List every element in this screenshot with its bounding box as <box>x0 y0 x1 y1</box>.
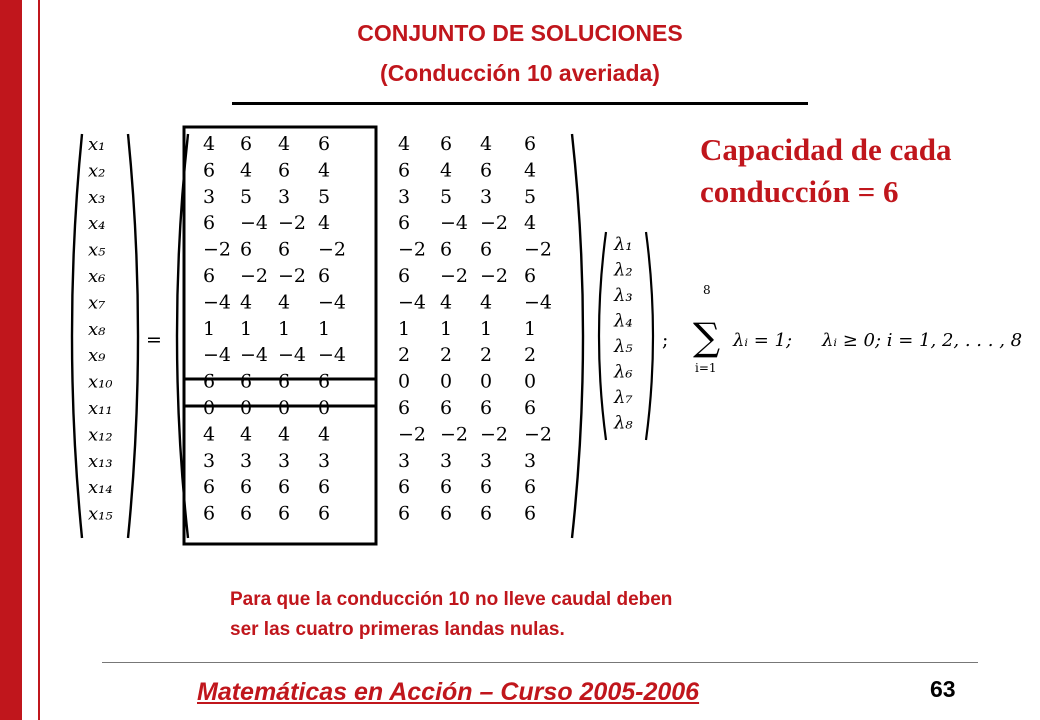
matrix-cell: 4 <box>398 133 411 155</box>
matrix-cell: 3 <box>398 185 411 208</box>
matrix-cell: 4 <box>240 423 253 446</box>
matrix-cell: −4 <box>278 344 307 367</box>
note-line1: Para que la conducción 10 no lleve caudal deben <box>230 589 673 610</box>
x-variable: x₁₁ <box>88 398 113 419</box>
sum-upper-limit: 8 <box>703 283 711 297</box>
capacity-text-line1: Capacidad de cada <box>700 132 952 167</box>
matrix-cell: 4 <box>318 212 331 235</box>
matrix-cell: −4 <box>203 291 232 314</box>
sum-body: λᵢ = 1; <box>733 330 793 351</box>
matrix-cell: 4 <box>278 133 291 155</box>
matrix-cell: 4 <box>524 159 537 182</box>
footer-divider <box>102 662 978 663</box>
matrix-cell: −4 <box>318 291 347 314</box>
note-line2: ser las cuatro primeras landas nulas. <box>230 619 565 640</box>
matrix-cell: 1 <box>203 317 216 340</box>
matrix-cell: 1 <box>278 317 291 340</box>
matrix-cell: −4 <box>398 291 427 314</box>
matrix-right-paren <box>572 134 583 538</box>
matrix-cell: 5 <box>240 185 253 208</box>
matrix-cell: −2 <box>524 423 553 446</box>
matrix-cell: −2 <box>480 212 509 235</box>
matrix-cell: 6 <box>240 133 253 155</box>
matrix-cell: 4 <box>278 423 291 446</box>
x-variable: x₈ <box>88 318 106 340</box>
matrix-cell: 2 <box>524 344 537 367</box>
matrix-cell: 2 <box>480 344 493 367</box>
matrix-cell: 1 <box>240 317 253 340</box>
lambda-variable: λ₃ <box>614 285 633 306</box>
matrix-cell: 1 <box>318 317 331 340</box>
matrix-cell: 6 <box>440 238 453 261</box>
matrix-cell: −2 <box>440 423 469 446</box>
sum-symbol: ∑ <box>693 315 721 359</box>
matrix-cell: 1 <box>440 317 453 340</box>
matrix-cell: 5 <box>524 185 537 208</box>
slide-title: CONJUNTO DE SOLUCIONES <box>357 20 683 46</box>
matrix-cell: 6 <box>398 397 411 419</box>
matrix-cell: −2 <box>240 265 269 287</box>
matrix-cell: 6 <box>240 238 253 261</box>
matrix-cell: 6 <box>440 397 453 419</box>
x-variable: x₉ <box>88 345 106 367</box>
matrix-cell: 3 <box>203 185 216 208</box>
matrix-cell: −2 <box>398 238 427 261</box>
matrix-cell: 4 <box>440 159 453 182</box>
matrix-cell: 4 <box>240 159 253 182</box>
x-vector-right-paren <box>128 134 138 538</box>
matrix-cell: 6 <box>524 397 537 419</box>
matrix-cell: 6 <box>240 476 253 499</box>
matrix-cell: 0 <box>278 397 291 419</box>
matrix-cell: 4 <box>524 212 537 235</box>
lambda-vector <box>613 234 633 434</box>
x-variable: x₁₀ <box>88 371 113 393</box>
matrix-cell: 4 <box>318 159 331 182</box>
matrix-cell: 6 <box>480 502 493 525</box>
lambda-condition: λᵢ ≥ 0; i = 1, 2, . . . , 8 <box>822 330 1023 351</box>
matrix-cell: 6 <box>398 159 411 182</box>
page-number: 63 <box>930 676 956 702</box>
matrix-cell: −2 <box>318 238 347 261</box>
matrix-cell: 2 <box>440 344 453 367</box>
lambda-variable: λ₄ <box>614 310 633 332</box>
x-variable: x₁ <box>88 134 106 155</box>
matrix-cell: −2 <box>480 265 509 287</box>
x-vector <box>88 134 113 525</box>
matrix-cell: 6 <box>318 502 331 525</box>
matrix-cell: 6 <box>278 476 291 499</box>
matrix-cell: 6 <box>203 212 216 235</box>
matrix-cell: −4 <box>240 212 269 235</box>
matrix-cell: 3 <box>398 449 411 472</box>
matrix-cell: 4 <box>278 291 291 314</box>
x-variable: x₂ <box>88 160 106 182</box>
equals-sign: = <box>146 329 162 351</box>
x-variable: x₁₂ <box>88 424 113 446</box>
lambda-variable: λ₇ <box>614 387 633 408</box>
matrix-cell: 6 <box>278 238 291 261</box>
matrix-cell: −4 <box>240 344 269 367</box>
matrix-cell: 6 <box>278 502 291 525</box>
matrix-cell: −2 <box>278 212 307 235</box>
matrix-cell: 4 <box>240 291 253 314</box>
capacity-text-line2: conducción = 6 <box>700 174 899 209</box>
x-variable: x₆ <box>88 266 106 287</box>
matrix-cell: 1 <box>480 317 493 340</box>
matrix-cell: 6 <box>524 265 537 287</box>
matrix-cell: 3 <box>203 449 216 472</box>
lambda-variable: λ₁ <box>614 234 633 255</box>
matrix-cell: 3 <box>318 449 331 472</box>
matrix-cell: 6 <box>440 133 453 155</box>
matrix-cell: 6 <box>398 502 411 525</box>
matrix-cell: 6 <box>278 370 291 393</box>
matrix-cell: 6 <box>480 476 493 499</box>
matrix-cell: 6 <box>203 265 216 287</box>
matrix-cell: 4 <box>203 133 216 155</box>
matrix-cell: −2 <box>440 265 469 287</box>
x-variable: x₄ <box>88 213 106 235</box>
footer-course-title: Matemáticas en Acción – Curso 2005-2006 <box>197 678 700 706</box>
lambda-left-paren <box>599 232 606 440</box>
constraint-separator: ; <box>662 329 669 351</box>
matrix-cell: 4 <box>480 291 493 314</box>
x-variable: x₃ <box>88 186 106 208</box>
matrix-cell: 2 <box>398 344 411 367</box>
matrix-cell: 6 <box>480 238 493 261</box>
matrix-cell: 0 <box>203 397 216 419</box>
sum-lower-limit: i=1 <box>695 361 717 375</box>
matrix-cell: 6 <box>318 476 331 499</box>
matrix-cell: 0 <box>440 370 453 393</box>
x-variable: x₅ <box>88 239 106 261</box>
matrix-cell: 6 <box>480 159 493 182</box>
matrix-cell: −2 <box>524 238 553 261</box>
matrix-cell: 4 <box>203 423 216 446</box>
matrix-cell: 6 <box>398 476 411 499</box>
matrix-cell: −2 <box>203 238 232 261</box>
lambda-variable: λ₆ <box>614 361 633 383</box>
lambda-variable: λ₂ <box>614 259 633 281</box>
matrix-cell: 0 <box>240 397 253 419</box>
lambda-variable: λ₅ <box>614 336 633 357</box>
matrix-cell: −4 <box>203 344 232 367</box>
matrix-cell: 6 <box>440 502 453 525</box>
x-variable: x₁₅ <box>88 503 113 525</box>
matrix-cell: 3 <box>524 449 537 472</box>
matrix-cell: 6 <box>398 265 411 287</box>
matrix-cell: 6 <box>524 133 537 155</box>
matrix-cell: 6 <box>203 159 216 182</box>
matrix-cell: −4 <box>318 344 347 367</box>
matrix-cell: 6 <box>278 159 291 182</box>
matrix-cell: 3 <box>278 449 291 472</box>
x-variable: x₁₄ <box>88 477 113 499</box>
matrix-cell: −2 <box>278 265 307 287</box>
matrix-cell: 4 <box>318 423 331 446</box>
matrix-cell: −2 <box>480 423 509 446</box>
matrix-cell: 6 <box>203 502 216 525</box>
matrix-cell: 0 <box>524 370 537 393</box>
matrix-cell: 3 <box>480 449 493 472</box>
matrix-cell: 6 <box>480 397 493 419</box>
matrix-cell: 4 <box>440 291 453 314</box>
matrix-cell: 6 <box>240 502 253 525</box>
matrix-cell: 6 <box>440 476 453 499</box>
x-vector-left-paren <box>72 134 82 538</box>
matrix-cell: 5 <box>440 185 453 208</box>
slide-subtitle: (Conducción 10 averiada) <box>380 60 660 86</box>
matrix-cell: 5 <box>318 185 331 208</box>
matrix-cell: −4 <box>440 212 469 235</box>
matrix-cell: −2 <box>398 423 427 446</box>
lambda-right-paren <box>646 232 653 440</box>
matrix-cell: 4 <box>480 133 493 155</box>
matrix-cell: 0 <box>398 370 411 393</box>
matrix-cell: 6 <box>398 212 411 235</box>
matrix-cell: 6 <box>524 502 537 525</box>
matrix-cell: −4 <box>524 291 553 314</box>
matrix-cell: 0 <box>318 397 331 419</box>
x-variable: x₇ <box>88 292 106 314</box>
matrix-cell: 6 <box>240 370 253 393</box>
matrix-cell: 3 <box>240 449 253 472</box>
matrix-cell: 6 <box>203 370 216 393</box>
matrix-cell: 6 <box>318 370 331 393</box>
lambda-variable: λ₈ <box>614 412 633 434</box>
matrix-cells <box>203 133 552 525</box>
matrix-cell: 1 <box>524 317 537 340</box>
matrix-cell: 1 <box>398 317 411 340</box>
matrix-cell: 6 <box>203 476 216 499</box>
matrix-cell: 3 <box>440 449 453 472</box>
matrix-cell: 6 <box>318 133 331 155</box>
matrix-cell: 3 <box>278 185 291 208</box>
x-variable: x₁₃ <box>88 450 113 472</box>
matrix-cell: 6 <box>318 265 331 287</box>
matrix-cell: 6 <box>524 476 537 499</box>
matrix-cell: 0 <box>480 370 493 393</box>
matrix-cell: 3 <box>480 185 493 208</box>
